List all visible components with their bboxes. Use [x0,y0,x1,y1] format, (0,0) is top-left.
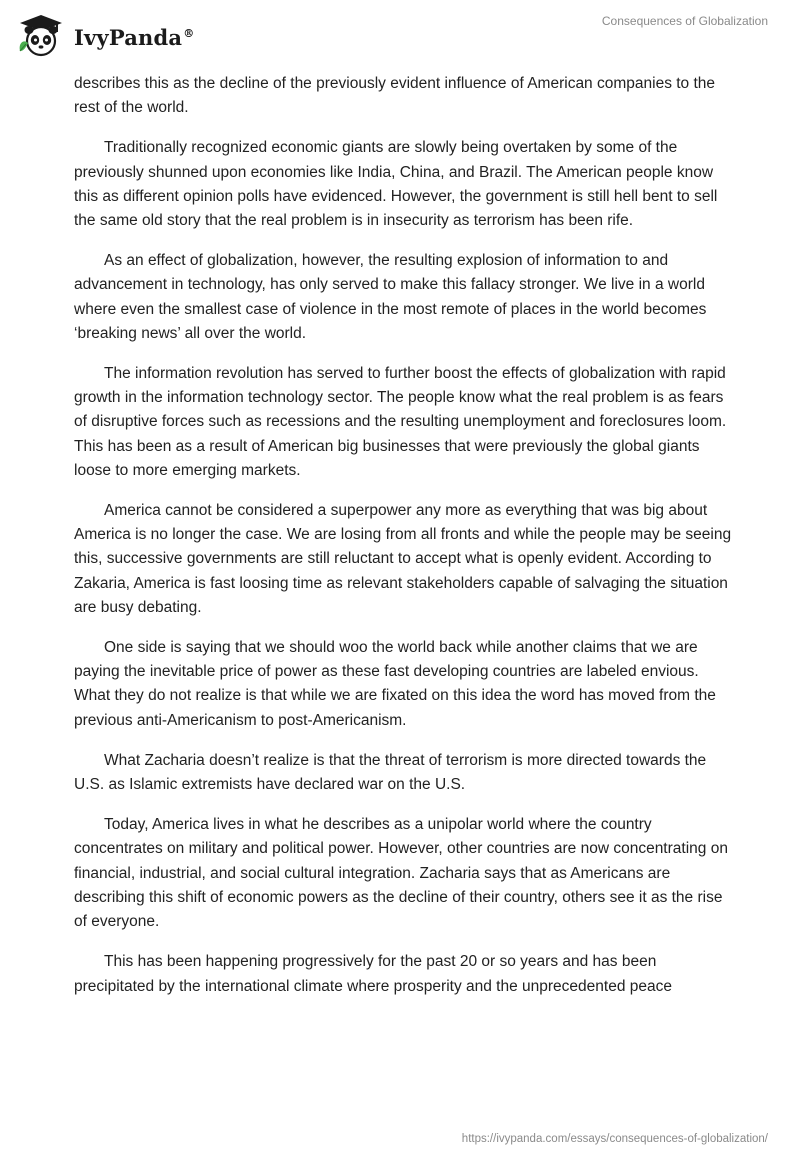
ivypanda-logo[interactable] [16,12,194,60]
paragraph: The information revolution has served to further boost the effects of globalization with rapid growth in the information technology sector. The people know what the real problem is as fears of disruptive forces such as recessions and the resulting unemployment and foreclosures loom. This has been as a result of American big businesses that were previously the global giants loose to more emerging markets. [74,365,727,479]
paragraph: This has been happening progressively for the past 20 or so years and has been precipitated by the international climate where prosperity and the unprecedented peace [74,953,672,995]
page-header [0,0,800,70]
paragraph: Traditionally recognized economic giants are slowly being overtaken by some of the previously shunned upon economies like India, China, and Brazil. The American people know this as different opinion polls have evidenced. However, the government is still hell bent to sell the same old story that the real problem is in insecurity as terrorism has been rife. [74,139,718,230]
paragraph: Today, America lives in what he describes as a unipolar world where the country concentrates on military and political power. However, other countries are now concentrating on financial, industrial, and social cultural integration. Zacharia says that as Americans are describing this shift of economic powers as the decline of their country, others see it as the rise of everyone. [74,816,728,931]
paragraph: America cannot be considered a superpower any more as everything that was big about America is no longer the case. We are losing from all fronts and while the people may be seeing this, successive governments are still reluctant to accept what is openly evident. According to Zakaria, America is fast loosing time as relevant stakeholders capable of salvaging the situation are busy debating. [74,502,732,616]
running-title: Consequences of Globalization [601,14,768,28]
paragraph: One side is saying that we should woo the world back while another claims that we are paying the inevitable price of power as these fast developing countries are labeled envious. What they do not realize is that while we are fixated on this idea the word has moved from the previous anti-Americanism to post-Americanism. [74,639,716,729]
source-url[interactable]: https://ivypanda.com/essays/consequences-of-globalization/ [461,1133,768,1145]
panda-logo-icon [16,13,66,59]
paragraph: describes this as the decline of the previously evident influence of American companies to the rest of the world. [74,75,716,117]
paragraph: What Zacharia doesn’t realize is that the threat of terrorism is more directed towards the U.S. as Islamic extremists have declared war on the U.S. [74,751,707,794]
essay-body [74,72,734,1015]
brand-name: IvyPanda® [74,24,195,50]
registered-mark: ® [183,26,195,40]
paragraph: As an effect of globalization, however, the resulting explosion of information to and advancement in technology, has only served to make this fallacy stronger. We live in a world where even the smallest case of violence in the most remote of places in the world becomes ‘breaking news’ all over the world. [74,252,707,342]
